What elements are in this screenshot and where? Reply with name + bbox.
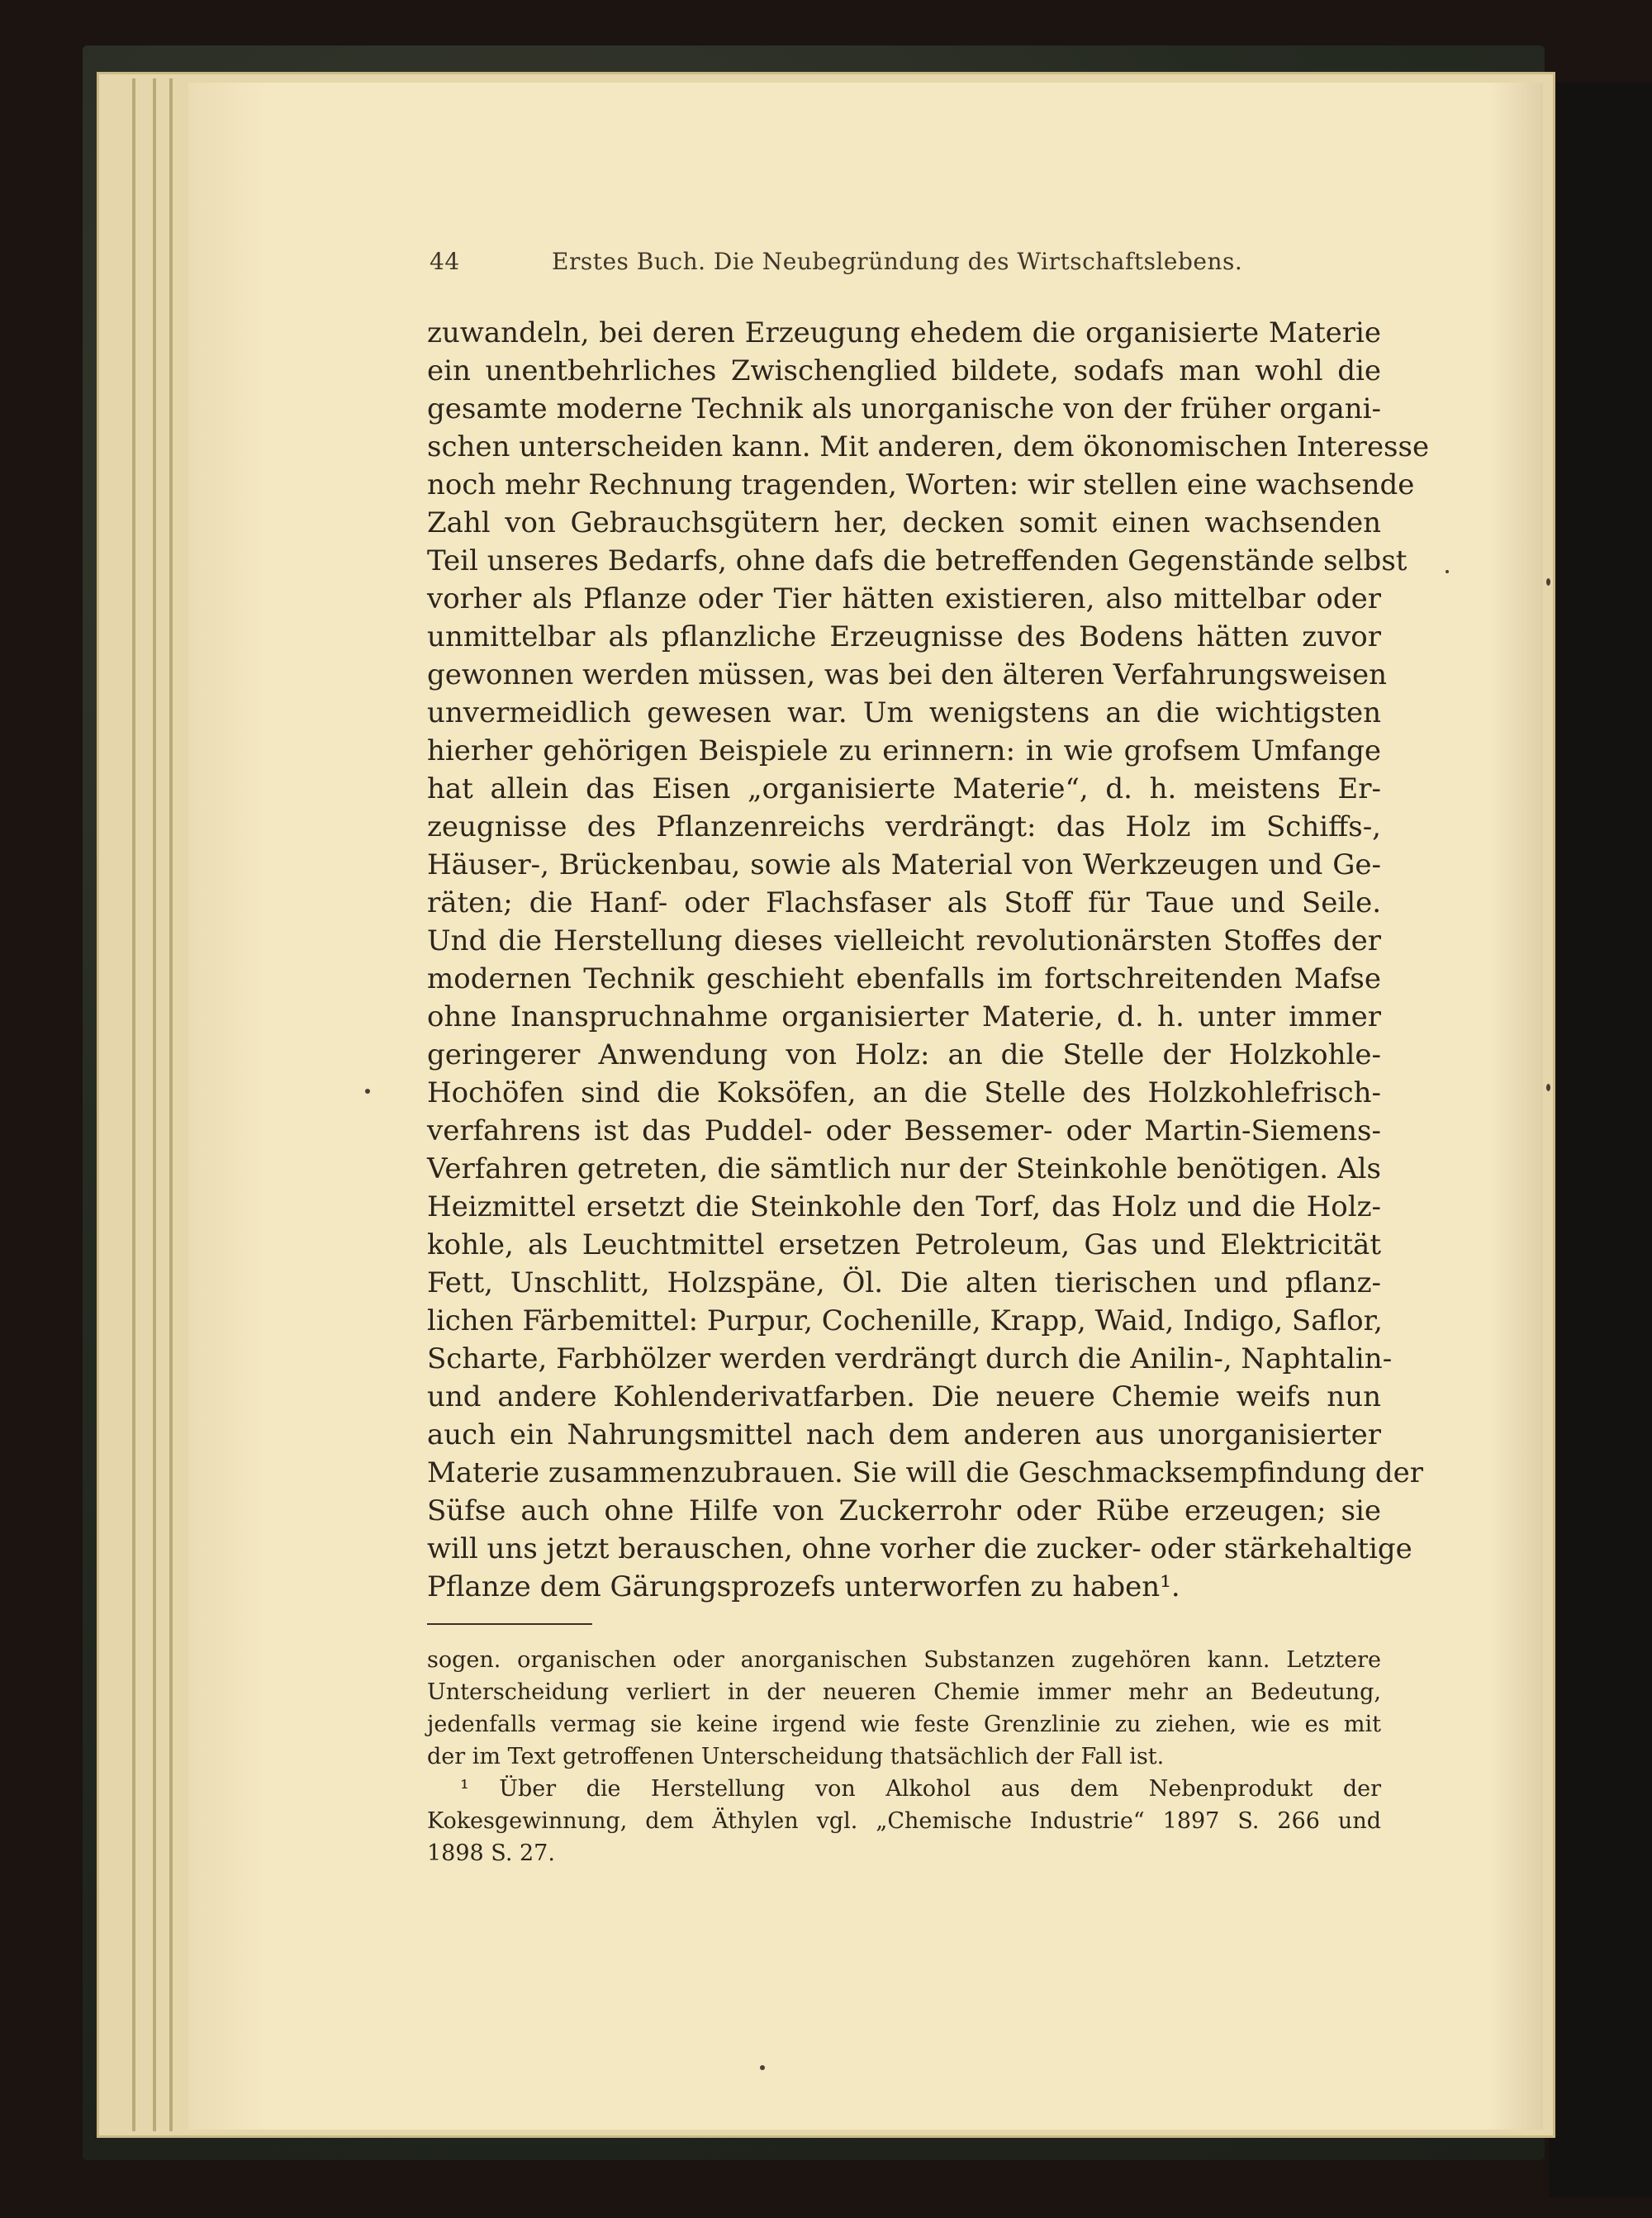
text-line: lichen Färbemittel: Purpur, Cochenille, Krapp, Waid, Indigo, Saflor, [427,1304,1383,1337]
text-line: und andere Kohlenderivatfarben. Die neuere Chemie weifs nun [427,1380,1381,1413]
text-line: unvermeidlich gewesen war. Um wenigstens an die wichtigsten [427,696,1381,729]
footnote-line: Unterscheidung verliert in der neueren Chemie immer mehr an Bedeutung, [427,1679,1381,1705]
background-edge [1549,83,1652,2197]
text-line: auch ein Nahrungsmittel nach dem anderen aus unorganisierter [427,1418,1381,1451]
running-head: Erstes Buch. Die Neubegründung des Wirtschaftslebens. [552,248,1243,275]
paper-speck [760,2065,765,2070]
footnote-line: ¹ Über die Herstellung von Alkohol aus dem Nebenprodukt der [460,1776,1381,1802]
text-line: Materie zusammenzubrauen. Sie will die Geschmacksempfindung der [427,1456,1424,1489]
text-line: Und die Herstellung dieses vielleicht revolutionärsten Stoffes der [427,924,1381,957]
text-line: verfahrens ist das Puddel- oder Bessemer- oder Martin-Siemens- [427,1114,1381,1147]
text-line: Heizmittel ersetzt die Steinkohle den Torf, das Holz und die Holz- [427,1190,1381,1223]
footnote-rule [427,1623,592,1625]
page-edge-line [132,78,135,2131]
text-line: gewonnen werden müssen, was bei den älteren Verfahrungsweisen [427,658,1387,691]
text-line: ohne Inanspruchnahme organisierter Materie, d. h. unter immer [427,1000,1381,1033]
text-line: zeugnisse des Pflanzenreichs verdrängt: das Holz im Schiffs-, [427,810,1381,843]
text-line: vorher als Pflanze oder Tier hätten existieren, also mittelbar oder [427,582,1381,615]
paper-speck [1546,578,1550,586]
text-line: unmittelbar als pflanzliche Erzeugnisse des Bodens hätten zuvor [427,620,1381,653]
footnote-line: Kokesgewinnung, dem Äthylen vgl. „Chemische Industrie“ 1897 S. 266 und [427,1808,1381,1834]
text-line: Scharte, Farbhölzer werden verdrängt durch die Anilin-, Naphtalin- [427,1342,1393,1375]
text-line: gesamte moderne Technik als unorganische von der früher organi- [427,392,1381,425]
text-line: Verfahren getreten, die sämtlich nur der Steinkohle benötigen. Als [427,1152,1381,1185]
text-line: Häuser-, Brückenbau, sowie als Material von Werkzeugen und Ge- [427,848,1381,881]
paper-speck [1546,1084,1550,1091]
paper-speck [1446,570,1449,573]
page-header [430,248,1264,281]
text-line: modernen Technik geschieht ebenfalls im fortschreitenden Mafse [427,962,1381,995]
text-line: zuwandeln, bei deren Erzeugung ehedem die organisierte Materie [427,316,1381,349]
footnote-line: 1898 S. 27. [427,1840,555,1866]
footnotes [427,1644,1381,1869]
text-line: kohle, als Leuchtmittel ersetzen Petroleum, Gas und Elektricität [427,1228,1381,1261]
page-number: 44 [430,248,460,275]
footnote-line: jedenfalls vermag sie keine irgend wie feste Grenzlinie zu ziehen, wie es mit [427,1712,1381,1737]
text-line: hat allein das Eisen „organisierte Materie“, d. h. meistens Er- [427,772,1381,805]
text-line: Fett, Unschlitt, Holzspäne, Öl. Die alten tierischen und pflanz- [427,1266,1381,1299]
text-line: hierher gehörigen Beispiele zu erinnern: in wie grofsem Umfange [427,734,1381,767]
footnote-line: der im Text getroffenen Unterscheidung thatsächlich der Fall ist. [427,1744,1165,1769]
text-line: will uns jetzt berauschen, ohne vorher die zucker- oder stärkehaltige [427,1532,1412,1565]
text-line: räten; die Hanf- oder Flachsfaser als Stoff für Taue und Seile. [427,886,1381,919]
text-line: Zahl von Gebrauchsgütern her, decken somit einen wachsenden [427,506,1381,539]
text-line: Pflanze dem Gärungsprozefs unterworfen zu haben¹. [427,1570,1180,1603]
text-line: geringerer Anwendung von Holz: an die Stelle der Holzkohle- [427,1038,1381,1071]
text-line: Süfse auch ohne Hilfe von Zuckerrohr oder Rübe erzeugen; sie [427,1494,1381,1527]
text-line: noch mehr Rechnung tragenden, Worten: wir stellen eine wachsende [427,468,1415,501]
text-line: ein unentbehrliches Zwischenglied bildete, sodafs man wohl die [427,354,1381,387]
footnote-line: sogen. organischen oder anorganischen Substanzen zugehören kann. Letztere [427,1647,1381,1673]
paper-speck [365,1089,370,1094]
text-line: Hochöfen sind die Koksöfen, an die Stelle des Holzkohlefrisch- [427,1076,1381,1109]
main-text [427,314,1430,1606]
page-edge-line [169,78,173,2131]
page-edge-line [153,78,156,2131]
text-line: schen unterscheiden kann. Mit anderen, dem ökonomischen Interesse [427,430,1430,463]
text-line: Teil unseres Bedarfs, ohne dafs die betreffenden Gegenstände selbst [427,544,1408,577]
